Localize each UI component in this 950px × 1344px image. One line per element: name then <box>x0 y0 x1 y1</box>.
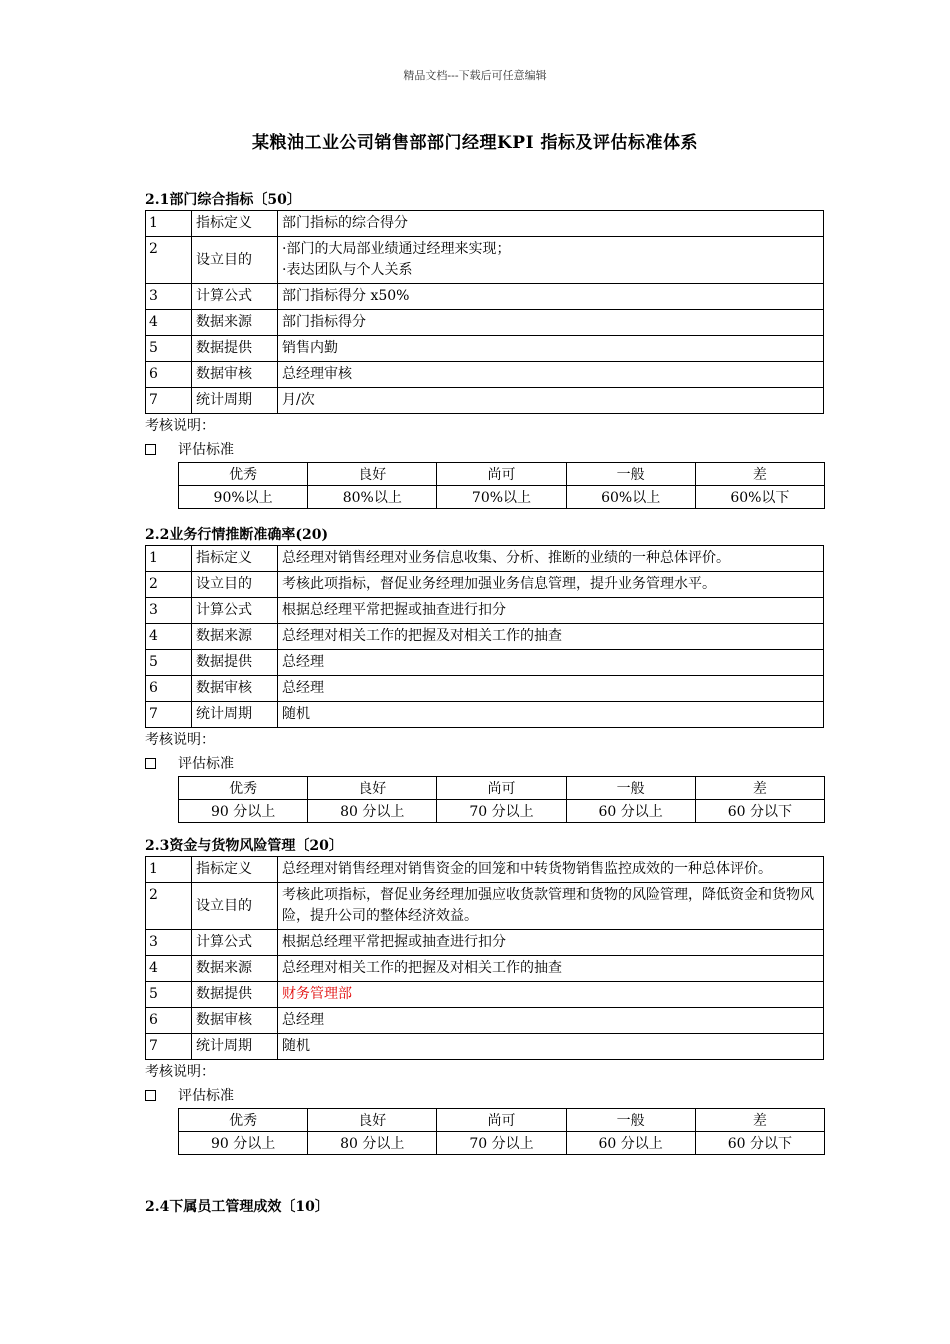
row-value: 总经理 <box>278 650 824 676</box>
row-value: 总经理审核 <box>278 362 824 388</box>
row-value: 根据总经理平常把握或抽查进行扣分 <box>278 930 824 956</box>
assessment-note: 考核说明： <box>145 418 215 434</box>
criteria-header: 尚可 <box>437 1109 566 1132</box>
row-value: 总经理对相关工作的把握及对相关工作的抽查 <box>278 624 824 650</box>
kpi-table <box>145 856 824 1060</box>
row-value <box>278 237 824 284</box>
checkbox-square-icon <box>145 758 156 769</box>
criteria-value: 70 分以上 <box>437 800 566 823</box>
row-label: 统计周期 <box>192 1034 278 1060</box>
criteria-header: 一般 <box>566 1109 695 1132</box>
criteria-header: 优秀 <box>179 463 308 486</box>
row-value: 总经理 <box>278 676 824 702</box>
criteria-value: 70 分以上 <box>437 1132 566 1155</box>
document-title: 某粮油工业公司销售部部门经理KPI 指标及评估标准体系 <box>252 133 698 153</box>
table-row <box>146 1008 824 1034</box>
criteria-label <box>145 752 825 776</box>
row-number: 4 <box>146 956 192 982</box>
row-number: 1 <box>146 211 192 237</box>
table-row <box>146 883 824 930</box>
criteria-header: 尚可 <box>437 777 566 800</box>
checkbox-square-icon <box>145 444 156 455</box>
table-row <box>146 211 824 237</box>
row-value-highlighted: 财务管理部 <box>278 982 824 1008</box>
value-line: ·部门的大局部业绩通过经理来实现； <box>282 241 511 257</box>
row-label: 数据来源 <box>192 956 278 982</box>
row-number: 5 <box>146 650 192 676</box>
criteria-value: 60%以上 <box>566 486 695 509</box>
criteria-header: 一般 <box>566 463 695 486</box>
row-number: 7 <box>146 1034 192 1060</box>
row-label: 计算公式 <box>192 930 278 956</box>
row-value: 总经理对相关工作的把握及对相关工作的抽查 <box>278 956 824 982</box>
table-row <box>146 546 824 572</box>
row-value: 月/次 <box>278 388 824 414</box>
criteria-value-row <box>179 486 825 509</box>
row-number: 1 <box>146 857 192 883</box>
row-number: 4 <box>146 624 192 650</box>
row-number: 3 <box>146 284 192 310</box>
row-label: 指标定义 <box>192 857 278 883</box>
criteria-header: 差 <box>695 463 824 486</box>
row-label: 数据提供 <box>192 650 278 676</box>
criteria-header: 差 <box>695 777 824 800</box>
row-number: 7 <box>146 702 192 728</box>
table-row <box>146 956 824 982</box>
row-value: 总经理对销售经理对业务信息收集、分析、推断的业绩的一种总体评价。 <box>278 546 824 572</box>
criteria-value: 70%以上 <box>437 486 566 509</box>
criteria-label-text: 评估标准 <box>178 756 234 772</box>
criteria-header: 一般 <box>566 777 695 800</box>
criteria-value-row <box>179 1132 825 1155</box>
criteria-table <box>178 776 825 823</box>
criteria-header-row <box>179 777 825 800</box>
criteria-header-row <box>179 463 825 486</box>
row-label: 数据来源 <box>192 310 278 336</box>
row-label: 指标定义 <box>192 211 278 237</box>
criteria-value: 60 分以下 <box>695 800 824 823</box>
criteria-value: 90 分以上 <box>179 1132 308 1155</box>
criteria-table <box>178 462 825 509</box>
kpi-table <box>145 545 824 728</box>
row-value: 考核此项指标，督促业务经理加强业务信息管理，提升业务管理水平。 <box>278 572 824 598</box>
section-2-2 <box>145 525 825 823</box>
table-row <box>146 362 824 388</box>
criteria-header: 尚可 <box>437 463 566 486</box>
row-number: 3 <box>146 930 192 956</box>
header-note: 精品文档---下载后可任意编辑 <box>403 69 547 82</box>
table-row <box>146 388 824 414</box>
row-label: 设立目的 <box>192 883 278 930</box>
row-number: 4 <box>146 310 192 336</box>
row-label: 指标定义 <box>192 546 278 572</box>
criteria-label <box>145 438 825 462</box>
section-heading: 2.2业务行情推断准确率(20) <box>145 527 329 543</box>
table-row <box>146 982 824 1008</box>
criteria-value: 80 分以上 <box>308 1132 437 1155</box>
table-row <box>146 284 824 310</box>
section-2-1 <box>145 190 825 509</box>
section-2-3 <box>145 836 825 1155</box>
checkbox-square-icon <box>145 1090 156 1101</box>
table-row <box>146 572 824 598</box>
row-number: 6 <box>146 1008 192 1034</box>
criteria-value-row <box>179 800 825 823</box>
row-value: 考核此项指标，督促业务经理加强应收货款管理和货物的风险管理，降低资金和货物风险，提升公司的整体经济效益。 <box>278 883 824 930</box>
value-line: ·表达团队与个人关系 <box>282 262 413 278</box>
table-row <box>146 857 824 883</box>
table-row <box>146 702 824 728</box>
table-row <box>146 650 824 676</box>
criteria-value: 90%以上 <box>179 486 308 509</box>
criteria-label-text: 评估标准 <box>178 442 234 458</box>
row-value: 部门指标得分 x50% <box>278 284 824 310</box>
row-value: 销售内勤 <box>278 336 824 362</box>
criteria-header: 优秀 <box>179 777 308 800</box>
table-row <box>146 930 824 956</box>
criteria-header: 良好 <box>308 463 437 486</box>
row-number: 2 <box>146 237 192 284</box>
table-row <box>146 598 824 624</box>
criteria-value: 80%以上 <box>308 486 437 509</box>
criteria-value: 60 分以上 <box>566 800 695 823</box>
criteria-header: 优秀 <box>179 1109 308 1132</box>
row-value: 总经理 <box>278 1008 824 1034</box>
row-number: 6 <box>146 676 192 702</box>
criteria-table <box>178 1108 825 1155</box>
kpi-table <box>145 210 824 414</box>
row-value: 随机 <box>278 1034 824 1060</box>
criteria-label <box>145 1084 825 1108</box>
row-number: 3 <box>146 598 192 624</box>
table-row <box>146 1034 824 1060</box>
row-value: 总经理对销售经理对销售资金的回笼和中转货物销售监控成效的一种总体评价。 <box>278 857 824 883</box>
row-label: 数据审核 <box>192 676 278 702</box>
row-label: 统计周期 <box>192 388 278 414</box>
criteria-value: 90 分以上 <box>179 800 308 823</box>
row-label: 数据提供 <box>192 336 278 362</box>
row-label: 数据审核 <box>192 1008 278 1034</box>
row-number: 7 <box>146 388 192 414</box>
criteria-header: 良好 <box>308 777 437 800</box>
row-label: 数据提供 <box>192 982 278 1008</box>
row-number: 2 <box>146 883 192 930</box>
row-value: 根据总经理平常把握或抽查进行扣分 <box>278 598 824 624</box>
row-value: 部门指标的综合得分 <box>278 211 824 237</box>
row-value: 随机 <box>278 702 824 728</box>
assessment-note: 考核说明： <box>145 1064 215 1080</box>
row-label: 统计周期 <box>192 702 278 728</box>
row-number: 1 <box>146 546 192 572</box>
table-row <box>146 676 824 702</box>
criteria-value: 60%以下 <box>695 486 824 509</box>
criteria-header: 差 <box>695 1109 824 1132</box>
section-heading: 2.4下属员工管理成效〔10〕 <box>145 1199 329 1215</box>
table-row <box>146 237 824 284</box>
row-label: 数据来源 <box>192 624 278 650</box>
section-heading: 2.3资金与货物风险管理〔20〕 <box>145 838 343 854</box>
criteria-label-text: 评估标准 <box>178 1088 234 1104</box>
criteria-header-row <box>179 1109 825 1132</box>
row-label: 数据审核 <box>192 362 278 388</box>
criteria-value: 80 分以上 <box>308 800 437 823</box>
row-number: 6 <box>146 362 192 388</box>
section-2-4 <box>145 1197 825 1217</box>
row-number: 2 <box>146 572 192 598</box>
table-row <box>146 310 824 336</box>
criteria-value: 60 分以下 <box>695 1132 824 1155</box>
section-heading: 2.1部门综合指标〔50〕 <box>145 192 301 208</box>
row-label: 计算公式 <box>192 284 278 310</box>
row-number: 5 <box>146 336 192 362</box>
row-number: 5 <box>146 982 192 1008</box>
row-label: 设立目的 <box>192 237 278 284</box>
table-row <box>146 336 824 362</box>
criteria-value: 60 分以上 <box>566 1132 695 1155</box>
row-label: 设立目的 <box>192 572 278 598</box>
assessment-note: 考核说明： <box>145 732 215 748</box>
row-label: 计算公式 <box>192 598 278 624</box>
table-row <box>146 624 824 650</box>
row-value: 部门指标得分 <box>278 310 824 336</box>
criteria-header: 良好 <box>308 1109 437 1132</box>
